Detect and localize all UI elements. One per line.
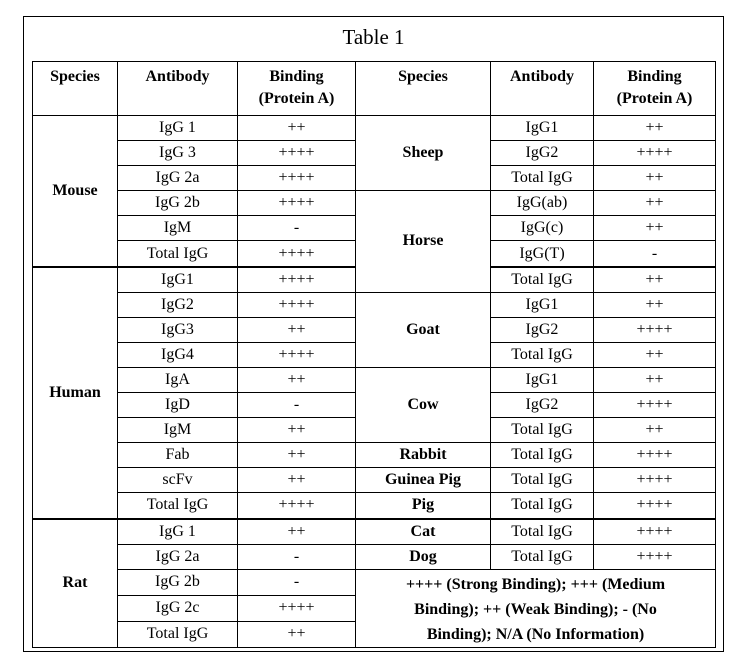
species-cell: Dog xyxy=(356,544,491,569)
antibody-cell: Total IgG xyxy=(491,544,594,569)
binding-cell: ++++ xyxy=(594,317,716,342)
antibody-cell: IgG 2c xyxy=(118,595,238,621)
binding-cell: ++ xyxy=(238,367,356,392)
binding-cell: ++ xyxy=(238,468,356,493)
table-row xyxy=(33,569,716,595)
species-cell: Cow xyxy=(356,367,491,442)
table-row xyxy=(33,493,716,519)
header-row xyxy=(33,62,716,116)
table-title: Table 1 xyxy=(342,25,405,49)
antibody-cell: IgG(T) xyxy=(491,241,594,267)
binding-cell: ++ xyxy=(594,267,716,293)
binding-cell: ++++ xyxy=(238,595,356,621)
binding-cell: ++ xyxy=(238,519,356,545)
species-cell: Horse xyxy=(356,191,491,292)
binding-cell: ++ xyxy=(238,317,356,342)
binding-cell: - xyxy=(238,569,356,595)
binding-cell: ++++ xyxy=(594,141,716,166)
species-cell: Mouse xyxy=(33,116,118,267)
binding-cell: ++++ xyxy=(238,292,356,317)
antibody-cell: IgA xyxy=(118,367,238,392)
antibody-cell: IgG2 xyxy=(491,393,594,418)
binding-cell: ++++ xyxy=(238,267,356,293)
antibody-cell: IgG 1 xyxy=(118,519,238,545)
header-binding-right-text: Binding (Protein A) xyxy=(616,68,693,107)
header-binding-left-text: Binding (Protein A) xyxy=(258,68,335,107)
header-antibody-right: Antibody xyxy=(491,62,594,116)
species-cell: Rabbit xyxy=(356,443,491,468)
antibody-cell: Total IgG xyxy=(491,443,594,468)
antibody-cell: Total IgG xyxy=(491,166,594,191)
binding-cell: ++++ xyxy=(238,241,356,267)
binding-cell: ++ xyxy=(238,621,356,647)
binding-cell: ++ xyxy=(238,116,356,141)
binding-cell: ++++ xyxy=(594,519,716,545)
binding-cell: ++++ xyxy=(238,493,356,519)
antibody-cell: IgG(c) xyxy=(491,216,594,241)
antibody-cell: IgG 2a xyxy=(118,166,238,191)
species-cell: Sheep xyxy=(356,116,491,191)
binding-cell: ++ xyxy=(594,166,716,191)
antibody-cell: IgM xyxy=(118,216,238,241)
header-binding-left xyxy=(238,62,356,116)
binding-cell: ++++ xyxy=(594,468,716,493)
binding-cell: ++ xyxy=(594,342,716,367)
binding-cell: - xyxy=(594,241,716,267)
antibody-cell: scFv xyxy=(118,468,238,493)
binding-cell: - xyxy=(238,216,356,241)
binding-cell: - xyxy=(238,393,356,418)
antibody-cell: IgG1 xyxy=(491,292,594,317)
antibody-cell: Total IgG xyxy=(491,342,594,367)
antibody-cell: IgG2 xyxy=(491,141,594,166)
table-frame xyxy=(23,16,724,652)
table-row xyxy=(33,116,716,141)
binding-cell: ++ xyxy=(238,443,356,468)
species-cell: Goat xyxy=(356,292,491,367)
antibody-cell: IgM xyxy=(118,418,238,443)
species-cell: Guinea Pig xyxy=(356,468,491,493)
header-antibody-left: Antibody xyxy=(118,62,238,116)
antibody-cell: IgG1 xyxy=(118,267,238,293)
antibody-cell: IgG 2a xyxy=(118,544,238,569)
legend-line: Binding); N/A (No Information) xyxy=(426,625,645,643)
legend-line: ++++ (Strong Binding); +++ (Medium xyxy=(405,575,666,593)
binding-cell: - xyxy=(238,544,356,569)
species-cell: Human xyxy=(33,267,118,519)
antibody-cell: IgG2 xyxy=(118,292,238,317)
table-row xyxy=(33,544,716,569)
species-cell: Pig xyxy=(356,493,491,519)
binding-cell: ++ xyxy=(238,418,356,443)
antibody-cell: Total IgG xyxy=(491,468,594,493)
table-row xyxy=(33,519,716,545)
binding-cell: ++ xyxy=(594,116,716,141)
species-cell: Rat xyxy=(33,519,118,648)
antibody-cell: IgG1 xyxy=(491,116,594,141)
table-row xyxy=(33,191,716,216)
antibody-cell: IgG3 xyxy=(118,317,238,342)
table-row xyxy=(33,443,716,468)
legend-cell xyxy=(356,569,716,647)
binding-cell: ++ xyxy=(594,418,716,443)
binding-cell: ++ xyxy=(594,216,716,241)
binding-cell: ++ xyxy=(594,191,716,216)
header-binding-right xyxy=(594,62,716,116)
antibody-cell: Total IgG xyxy=(491,418,594,443)
antibody-cell: IgD xyxy=(118,393,238,418)
antibody-cell: Total IgG xyxy=(491,493,594,519)
antibody-cell: Total IgG xyxy=(491,519,594,545)
table-row xyxy=(33,468,716,493)
binding-cell: ++++ xyxy=(238,166,356,191)
species-cell: Cat xyxy=(356,519,491,545)
binding-cell: ++++ xyxy=(594,544,716,569)
table-row xyxy=(33,367,716,392)
legend-line: Binding); ++ (Weak Binding); - (No xyxy=(414,600,657,618)
antibody-cell: IgG2 xyxy=(491,317,594,342)
antibody-cell: Total IgG xyxy=(118,621,238,647)
antibody-cell: IgG1 xyxy=(491,367,594,392)
binding-cell: ++++ xyxy=(238,342,356,367)
table-row xyxy=(33,292,716,317)
binding-cell: ++ xyxy=(594,292,716,317)
header-species-left: Species xyxy=(33,62,118,116)
header-species-right: Species xyxy=(356,62,491,116)
antibody-cell: Fab xyxy=(118,443,238,468)
antibody-cell: IgG 3 xyxy=(118,141,238,166)
binding-cell: ++++ xyxy=(238,141,356,166)
antibody-cell: Total IgG xyxy=(491,267,594,293)
antibody-cell: IgG4 xyxy=(118,342,238,367)
binding-cell: ++++ xyxy=(594,393,716,418)
binding-cell: ++ xyxy=(594,367,716,392)
antibody-cell: Total IgG xyxy=(118,241,238,267)
antibody-cell: IgG 2b xyxy=(118,191,238,216)
binding-cell: ++++ xyxy=(594,493,716,519)
binding-cell: ++++ xyxy=(238,191,356,216)
binding-cell: ++++ xyxy=(594,443,716,468)
antibody-cell: IgG 1 xyxy=(118,116,238,141)
antibody-cell: IgG 2b xyxy=(118,569,238,595)
binding-table xyxy=(32,61,716,648)
antibody-cell: Total IgG xyxy=(118,493,238,519)
antibody-cell: IgG(ab) xyxy=(491,191,594,216)
